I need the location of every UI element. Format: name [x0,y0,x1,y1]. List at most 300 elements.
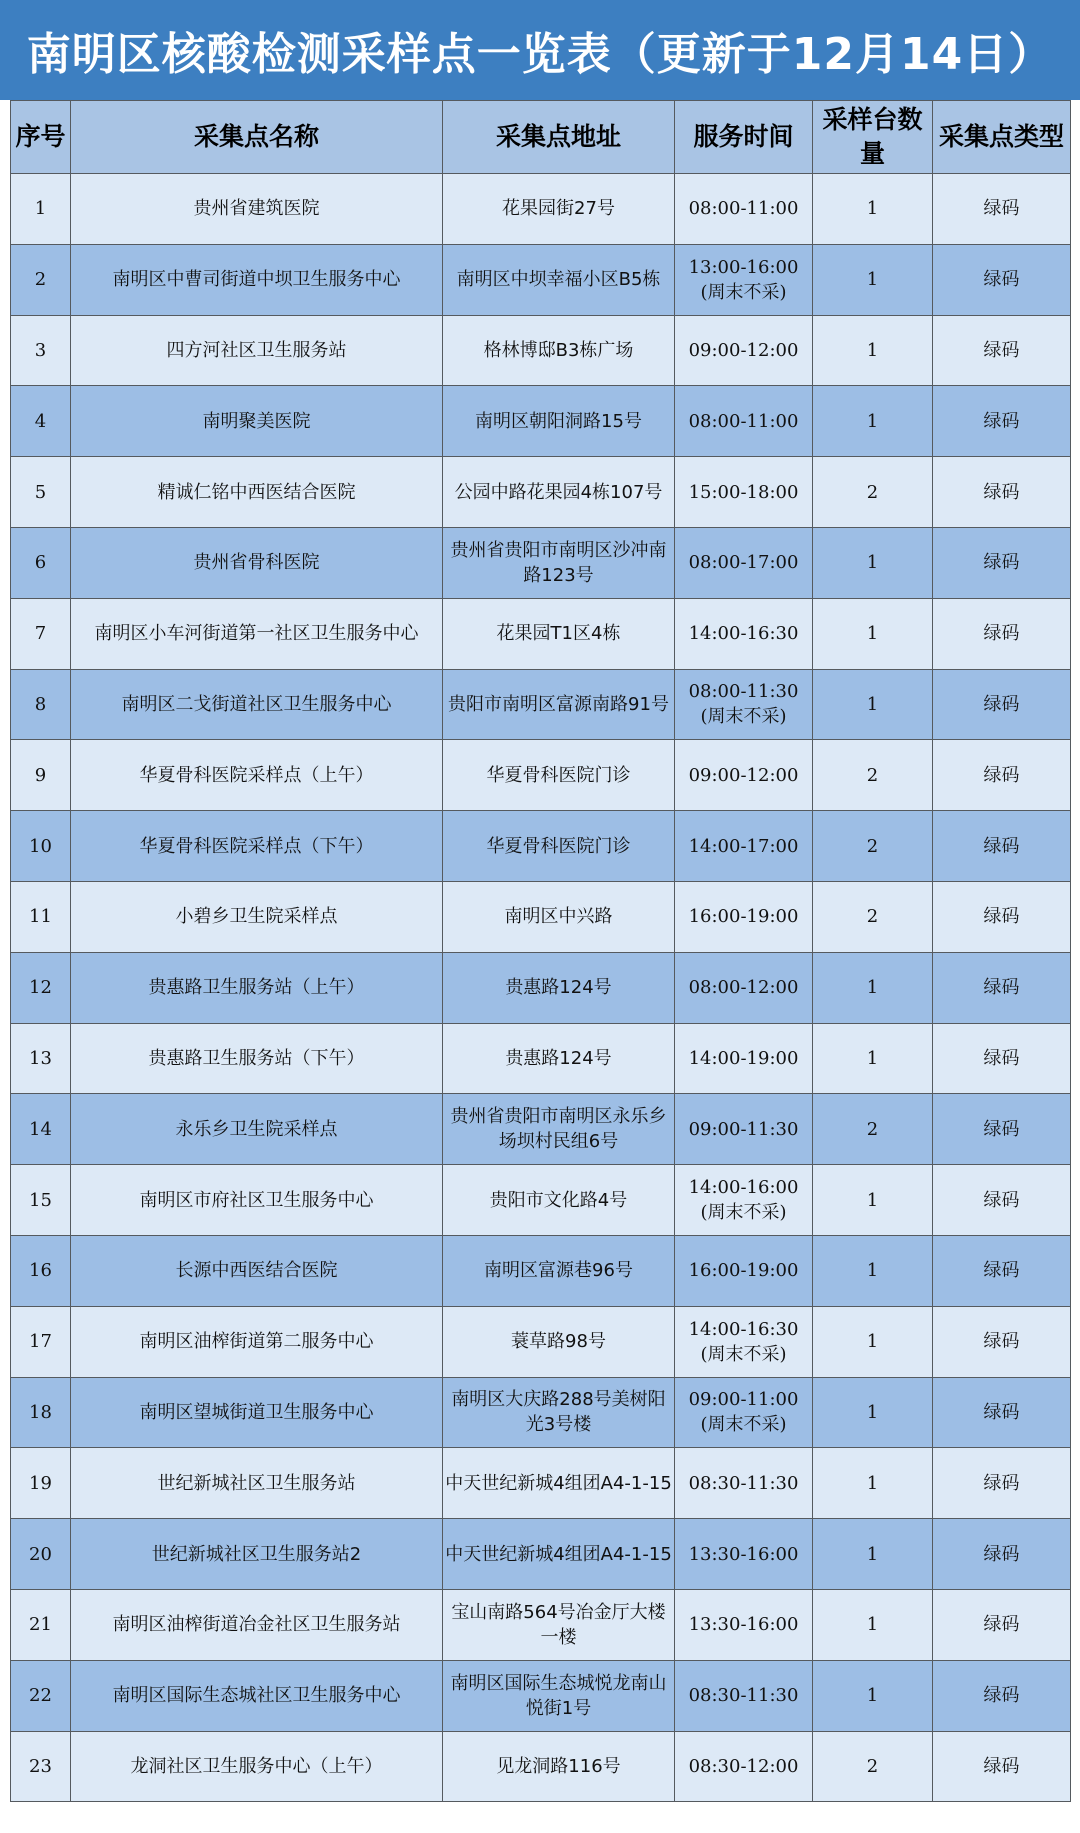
cell-count-text: 1 [866,1189,879,1211]
cell-address-text: 南明区富源巷96号 [484,1260,633,1282]
cell-time-text: 08:30-11:30 [688,1685,799,1707]
cell-no [11,1377,71,1448]
cell-no-text: 3 [34,339,47,361]
cell-no-text: 13 [29,1047,52,1069]
table-row [11,811,1071,882]
table-row [11,952,1071,1023]
cell-type [933,457,1071,528]
cell-name-text: 南明区油榨街道第二服务中心 [139,1331,374,1353]
cell-time-text: 08:30-11:30 [688,1472,799,1494]
cell-address [443,811,675,882]
cell-no-text: 9 [34,764,47,786]
cell-no-text: 22 [29,1685,52,1707]
cell-name-text: 南明区小车河街道第一社区卫生服务中心 [94,623,419,645]
cell-name [71,244,443,315]
cell-name [71,1519,443,1590]
cell-no [11,1589,71,1660]
cell-no [11,598,71,669]
cell-name [71,952,443,1023]
cell-no [11,1660,71,1731]
cell-time [675,1377,813,1448]
cell-type [933,1023,1071,1094]
cell-name [71,811,443,882]
cell-address-text: 贵州省贵阳市南明区沙冲南路123号 [450,539,667,586]
cell-count-text: 1 [866,410,879,432]
cell-name-text: 南明区市府社区卫生服务中心 [139,1189,374,1211]
cell-type-text: 绿码 [983,269,1020,291]
cell-time-note: (周末不采) [700,706,787,728]
cell-time-text: 13:30-16:00 [688,1543,799,1565]
cell-name [71,881,443,952]
cell-time-note: (周末不采) [700,1414,787,1436]
cell-no-text: 20 [29,1543,52,1565]
cell-name [71,1731,443,1802]
cell-type [933,1589,1071,1660]
cell-address [443,1235,675,1306]
cell-type [933,1306,1071,1377]
cell-no-text: 15 [29,1189,52,1211]
cell-count-text: 1 [866,1685,879,1707]
cell-address-text: 华夏骨科医院门诊 [486,835,631,857]
cell-type-text: 绿码 [983,339,1020,361]
header-count: 采样台数量 [813,101,933,174]
cell-no [11,244,71,315]
cell-count-text: 2 [866,835,879,857]
cell-time [675,1165,813,1236]
header-no: 序号 [11,101,71,174]
cell-type-text: 绿码 [983,1189,1020,1211]
cell-type [933,598,1071,669]
cell-time-text: 13:30-16:00 [688,1614,799,1636]
cell-type-text: 绿码 [983,1260,1020,1282]
cell-no [11,174,71,245]
cell-count-text: 1 [866,339,879,361]
cell-address [443,1448,675,1519]
cell-time-text: 09:00-11:00 [688,1389,799,1411]
cell-address-text: 公园中路花果园4栋107号 [454,481,663,503]
cell-count [813,1660,933,1731]
cell-no-text: 2 [34,269,47,291]
cell-no-text: 6 [34,552,47,574]
cell-no-text: 5 [34,481,47,503]
cell-address [443,315,675,386]
cell-count-text: 2 [866,481,879,503]
cell-no [11,1023,71,1094]
cell-count [813,174,933,245]
cell-count [813,1306,933,1377]
cell-type-text: 绿码 [983,198,1020,220]
cell-type [933,1377,1071,1448]
cell-no [11,1731,71,1802]
cell-address-text: 蓑草路98号 [511,1331,606,1353]
cell-time [675,527,813,598]
cell-name [71,457,443,528]
cell-count [813,315,933,386]
table-row [11,1023,1071,1094]
cell-type [933,1448,1071,1519]
cell-type [933,1731,1071,1802]
page-title: 南明区核酸检测采样点一览表（更新于12月14日） [0,0,1080,100]
cell-type [933,527,1071,598]
table-header-row [11,101,1071,174]
cell-name [71,1306,443,1377]
cell-type-text: 绿码 [983,410,1020,432]
cell-name-text: 永乐乡卫生院采样点 [175,1118,338,1140]
cell-address [443,1094,675,1165]
cell-time-text: 09:00-12:00 [688,764,799,786]
cell-no-text: 19 [29,1472,52,1494]
cell-time [675,174,813,245]
cell-name [71,1377,443,1448]
cell-name-text: 贵州省建筑医院 [193,198,320,220]
cell-count [813,1023,933,1094]
cell-address-text: 贵州省贵阳市南明区永乐乡场坝村民组6号 [450,1106,667,1153]
cell-address [443,1165,675,1236]
cell-time [675,1448,813,1519]
cell-address [443,881,675,952]
cell-address [443,244,675,315]
cell-name-text: 精诚仁铭中西医结合医院 [157,481,356,503]
cell-type-text: 绿码 [983,764,1020,786]
cell-time-text: 13:00-16:00 [688,256,799,278]
cell-address [443,174,675,245]
cell-type-text: 绿码 [983,1118,1020,1140]
cell-type [933,881,1071,952]
cell-name-text: 长源中西医结合医院 [175,1260,338,1282]
cell-no-text: 1 [34,198,47,220]
cell-count [813,527,933,598]
cell-count [813,386,933,457]
cell-address [443,740,675,811]
cell-time [675,881,813,952]
cell-name-text: 世纪新城社区卫生服务站2 [151,1543,362,1565]
cell-type [933,174,1071,245]
cell-count [813,1377,933,1448]
cell-name-text: 贵惠路卫生服务站（下午） [148,1047,365,1069]
cell-type [933,952,1071,1023]
table-row [11,1306,1071,1377]
cell-name [71,386,443,457]
table-row [11,1731,1071,1802]
cell-no-text: 14 [29,1118,52,1140]
cell-name-text: 小碧乡卫生院采样点 [175,906,338,928]
table-row [11,244,1071,315]
table-row [11,881,1071,952]
cell-address-text: 南明区国际生态城悦龙南山悦街1号 [450,1672,667,1719]
cell-address [443,1519,675,1590]
cell-time-text: 08:00-17:00 [688,552,799,574]
header-address: 采集点地址 [443,101,675,174]
table-row [11,740,1071,811]
cell-count-text: 2 [866,1755,879,1777]
cell-name-text: 贵州省骨科医院 [193,552,320,574]
cell-type [933,1235,1071,1306]
cell-time [675,1023,813,1094]
cell-no [11,952,71,1023]
cell-name-text: 贵惠路卫生服务站（上午） [148,977,365,999]
cell-count-text: 1 [866,1472,879,1494]
table-row [11,1377,1071,1448]
cell-type [933,315,1071,386]
cell-time-note: (周末不采) [700,1202,787,1224]
cell-time [675,598,813,669]
table-row [11,1660,1071,1731]
cell-no [11,740,71,811]
cell-address-text: 见龙洞路116号 [496,1755,621,1777]
cell-type [933,1165,1071,1236]
cell-time-text: 08:00-11:00 [688,410,799,432]
cell-count [813,1448,933,1519]
cell-no-text: 23 [29,1755,52,1777]
cell-time-text: 16:00-19:00 [688,906,799,928]
cell-time-text: 14:00-19:00 [688,1047,799,1069]
cell-count-text: 1 [866,1047,879,1069]
cell-time-text: 15:00-18:00 [688,481,799,503]
cell-no [11,1306,71,1377]
cell-time [675,952,813,1023]
table-row [11,386,1071,457]
cell-count [813,1094,933,1165]
cell-count [813,811,933,882]
cell-time-text: 14:00-16:30 [688,623,799,645]
cell-no-text: 18 [29,1401,52,1423]
cell-time-note: (周末不采) [700,281,787,303]
cell-count-text: 1 [866,977,879,999]
cell-time-text: 14:00-16:00 [688,1177,799,1199]
cell-count [813,1589,933,1660]
cell-type-text: 绿码 [983,906,1020,928]
table-row [11,527,1071,598]
cell-time-note: (周末不采) [700,1343,787,1365]
cell-address-text: 宝山南路564号冶金厅大楼一楼 [451,1601,666,1648]
cell-type-text: 绿码 [983,693,1020,715]
cell-no-text: 7 [34,623,47,645]
cell-time [675,669,813,740]
cell-name-text: 南明区望城街道卫生服务中心 [139,1401,374,1423]
cell-count [813,740,933,811]
cell-count-text: 1 [866,269,879,291]
sampling-points-table [10,100,1071,1802]
cell-address-text: 贵惠路124号 [505,1047,612,1069]
cell-count-text: 1 [866,1260,879,1282]
cell-name-text: 南明区中曹司街道中坝卫生服务中心 [112,269,401,291]
cell-type [933,740,1071,811]
cell-no-text: 8 [34,693,47,715]
cell-address-text: 花果园街27号 [502,198,615,220]
cell-time [675,1731,813,1802]
cell-time [675,740,813,811]
cell-time [675,1306,813,1377]
cell-count-text: 1 [866,693,879,715]
cell-no-text: 4 [34,410,47,432]
cell-no [11,1448,71,1519]
cell-type [933,1660,1071,1731]
cell-no [11,1519,71,1590]
cell-count [813,1235,933,1306]
cell-no [11,386,71,457]
header-name: 采集点名称 [71,101,443,174]
cell-time-text: 16:00-19:00 [688,1260,799,1282]
cell-address [443,457,675,528]
cell-no [11,669,71,740]
cell-count-text: 2 [866,906,879,928]
cell-time [675,315,813,386]
cell-count-text: 1 [866,1614,879,1636]
cell-time-text: 09:00-12:00 [688,339,799,361]
cell-name-text: 南明区油榨街道冶金社区卫生服务站 [112,1614,401,1636]
cell-no [11,527,71,598]
table-row [11,315,1071,386]
cell-type-text: 绿码 [983,977,1020,999]
cell-type-text: 绿码 [983,1472,1020,1494]
cell-count-text: 1 [866,552,879,574]
table-row [11,174,1071,245]
cell-count-text: 1 [866,1543,879,1565]
cell-time-text: 08:30-12:00 [688,1755,799,1777]
cell-address-text: 中天世纪新城4组团A4-1-15 [445,1472,672,1494]
cell-count [813,244,933,315]
cell-count [813,457,933,528]
cell-address [443,1660,675,1731]
cell-no-text: 12 [29,977,52,999]
cell-address [443,1589,675,1660]
cell-name-text: 华夏骨科医院采样点（上午） [139,764,374,786]
cell-count-text: 2 [866,1118,879,1140]
cell-type-text: 绿码 [983,1401,1020,1423]
cell-name [71,1165,443,1236]
cell-time-text: 08:00-11:30 [688,681,799,703]
cell-no [11,457,71,528]
cell-count-text: 2 [866,764,879,786]
cell-count [813,1165,933,1236]
cell-time [675,244,813,315]
cell-time-text: 08:00-11:00 [688,198,799,220]
header-time: 服务时间 [675,101,813,174]
cell-no [11,881,71,952]
cell-type-text: 绿码 [983,481,1020,503]
cell-address-text: 中天世纪新城4组团A4-1-15 [445,1543,672,1565]
cell-address-text: 贵惠路124号 [505,977,612,999]
cell-name-text: 世纪新城社区卫生服务站 [157,1472,356,1494]
cell-no [11,1235,71,1306]
cell-time [675,811,813,882]
cell-no [11,1165,71,1236]
cell-count [813,1731,933,1802]
table-row [11,669,1071,740]
cell-count-text: 1 [866,1331,879,1353]
cell-time-text: 08:00-12:00 [688,977,799,999]
table-row [11,457,1071,528]
cell-no-text: 11 [29,906,52,928]
cell-name-text: 南明聚美医院 [202,410,311,432]
cell-type-text: 绿码 [983,1614,1020,1636]
cell-no-text: 17 [29,1331,52,1353]
cell-time [675,457,813,528]
cell-type [933,669,1071,740]
cell-address [443,1023,675,1094]
cell-name [71,1235,443,1306]
cell-name [71,1448,443,1519]
table-row [11,1448,1071,1519]
table-row [11,1519,1071,1590]
cell-address [443,386,675,457]
cell-type-text: 绿码 [983,552,1020,574]
cell-address-text: 花果园T1区4栋 [496,623,621,645]
cell-address-text: 贵阳市南明区富源南路91号 [448,693,669,715]
cell-type-text: 绿码 [983,1755,1020,1777]
cell-name-text: 南明区国际生态城社区卫生服务中心 [112,1685,401,1707]
cell-time [675,1589,813,1660]
cell-address-text: 华夏骨科医院门诊 [486,764,631,786]
cell-name-text: 四方河社区卫生服务站 [166,339,347,361]
cell-no-text: 21 [29,1614,52,1636]
cell-type [933,244,1071,315]
cell-name [71,598,443,669]
cell-count-text: 1 [866,1401,879,1423]
cell-count-text: 1 [866,198,879,220]
cell-name-text: 华夏骨科医院采样点（下午） [139,835,374,857]
cell-name [71,174,443,245]
cell-count [813,669,933,740]
cell-time [675,386,813,457]
cell-address [443,1306,675,1377]
cell-count [813,952,933,1023]
cell-no-text: 10 [29,835,52,857]
cell-address-text: 南明区朝阳洞路15号 [475,410,642,432]
cell-type-text: 绿码 [983,623,1020,645]
cell-name [71,740,443,811]
cell-name [71,315,443,386]
cell-address-text: 南明区中坝幸福小区B5栋 [456,269,661,291]
cell-address [443,527,675,598]
cell-type [933,1519,1071,1590]
cell-time [675,1094,813,1165]
cell-no [11,1094,71,1165]
cell-type-text: 绿码 [983,835,1020,857]
cell-address [443,1731,675,1802]
cell-name-text: 南明区二戈街道社区卫生服务中心 [121,693,392,715]
cell-name [71,669,443,740]
cell-address [443,1377,675,1448]
cell-type [933,386,1071,457]
cell-name-text: 龙洞社区卫生服务中心（上午） [130,1755,383,1777]
cell-name [71,1589,443,1660]
table-row [11,1094,1071,1165]
table-row [11,598,1071,669]
cell-time-text: 09:00-11:30 [688,1118,799,1140]
header-type: 采集点类型 [933,101,1071,174]
cell-address-text: 贵阳市文化路4号 [489,1189,628,1211]
cell-time-text: 14:00-16:30 [688,1318,799,1340]
cell-type [933,1094,1071,1165]
cell-no [11,315,71,386]
cell-type-text: 绿码 [983,1543,1020,1565]
cell-no-text: 16 [29,1260,52,1282]
cell-address [443,952,675,1023]
cell-address [443,669,675,740]
cell-time-text: 14:00-17:00 [688,835,799,857]
cell-type [933,811,1071,882]
cell-type-text: 绿码 [983,1685,1020,1707]
cell-name [71,1023,443,1094]
cell-count [813,1519,933,1590]
cell-time [675,1519,813,1590]
cell-address-text: 南明区大庆路288号美树阳光3号楼 [451,1389,666,1436]
cell-no [11,811,71,882]
cell-count [813,598,933,669]
cell-time [675,1660,813,1731]
cell-address [443,598,675,669]
